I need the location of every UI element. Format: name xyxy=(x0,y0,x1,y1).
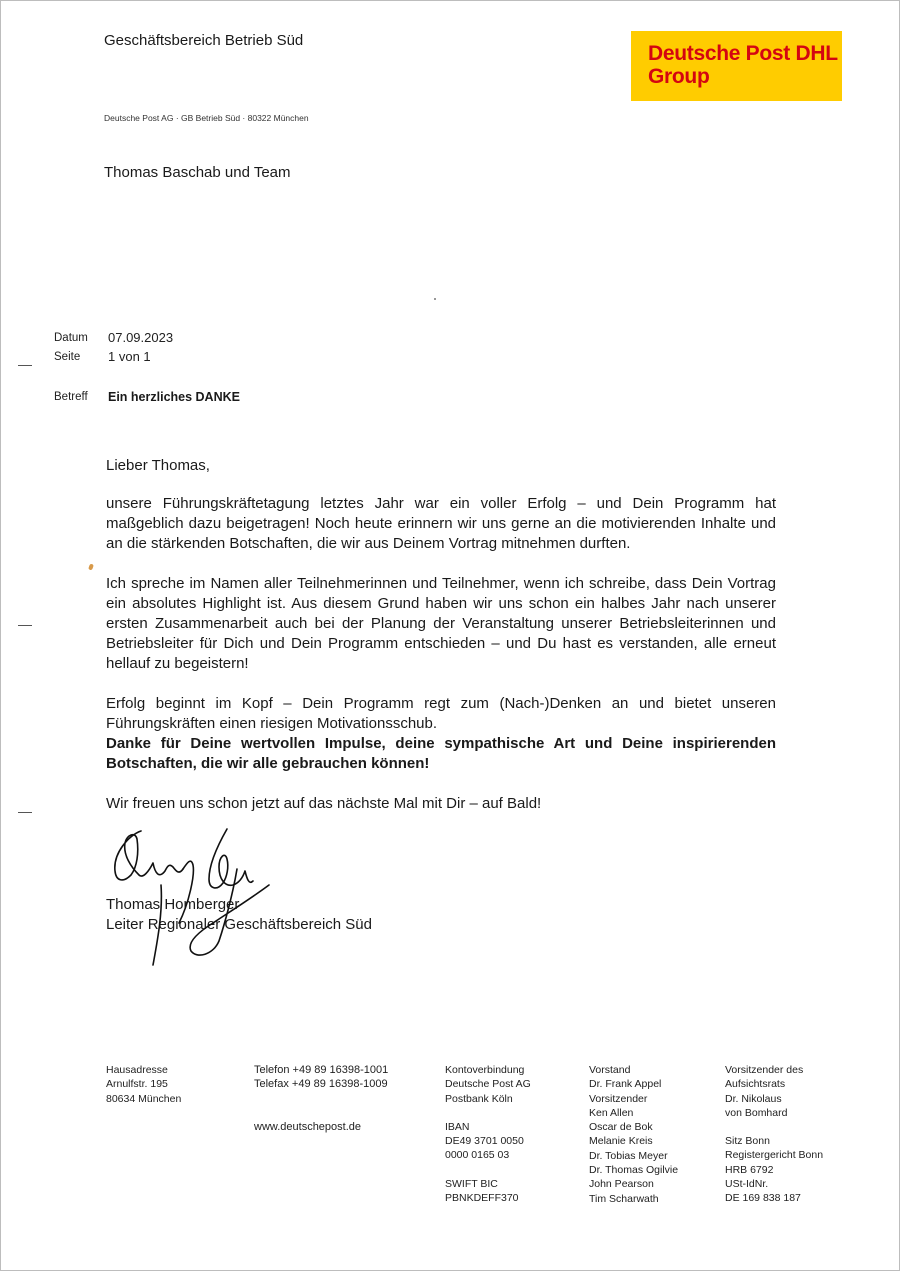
recipient: Thomas Baschab und Team xyxy=(104,164,291,181)
footer-address-street: Arnulfstr. 195 xyxy=(106,1078,168,1091)
footer-swift-value: PBNKDEFF370 xyxy=(445,1192,519,1205)
footer-board-item: John Pearson xyxy=(589,1178,654,1191)
date-label: Datum xyxy=(54,332,88,344)
company-logo xyxy=(631,31,842,101)
paragraph-3: Erfolg beginnt im Kopf – Dein Programm regt zum (Nach-)Denken an und bietet unseren Führungskräften einen riesigen Motivationsschub. xyxy=(106,695,776,732)
footer-contact xyxy=(254,1063,388,1134)
page-label: Seite xyxy=(54,351,81,363)
page-value: 1 von 1 xyxy=(108,349,151,364)
footer-iban-label: IBAN xyxy=(445,1120,470,1133)
footer-supervisory-item: Dr. Nikolaus xyxy=(725,1092,782,1105)
paragraph-1: unsere Führungskräftetagung letztes Jahr war ein voller Erfolg – und Dein Programm hat maßgeblich dazu beigetragen! Noch heute erinnern wir uns gerne an die motivierenden Inhalte und an die stärkenden Botschaften, die wir aus Deinem Vortrag mitnehmen durften. xyxy=(106,495,776,552)
footer-board-item: Dr. Frank Appel xyxy=(589,1078,662,1091)
signer-title: Leiter Regionaler Geschäftsbereich Süd xyxy=(106,916,372,933)
footer-board-item: Oscar de Bok xyxy=(589,1121,653,1134)
footer-registry-item: USt-IdNr. xyxy=(725,1178,769,1191)
footer-supervisory-item: von Bomhard xyxy=(725,1106,788,1119)
footer-bank-name: Postbank Köln xyxy=(445,1092,513,1105)
footer-supervisory-item: Vorsitzender des xyxy=(725,1064,804,1076)
sender-address-line: Deutsche Post AG · GB Betrieb Süd · 80322 München xyxy=(104,113,309,123)
ink-speck xyxy=(88,563,94,570)
footer-bank xyxy=(445,1063,531,1205)
logo-text xyxy=(648,42,838,88)
fold-mark xyxy=(18,812,32,813)
date-value: 07.09.2023 xyxy=(108,330,174,345)
logo-line-1: Deutsche Post DHL xyxy=(648,42,838,65)
subject-value: Ein herzliches DANKE xyxy=(108,390,240,404)
footer-registry-item: Registergericht Bonn xyxy=(725,1149,824,1162)
footer-website: www.deutschepost.de xyxy=(254,1120,362,1133)
footer-supervisory xyxy=(725,1063,823,1206)
footer-board-item: Dr. Thomas Ogilvie xyxy=(589,1164,679,1177)
footer-iban-line-2: 0000 0165 03 xyxy=(445,1149,510,1162)
footer-board-item: Tim Scharwath xyxy=(589,1192,659,1205)
footer-address-label: Hausadresse xyxy=(106,1064,168,1076)
logo-line-2: Group xyxy=(648,65,710,88)
signer-name: Thomas Homberger xyxy=(106,896,240,913)
footer-board-item: Vorsitzender xyxy=(589,1092,648,1105)
footer-bank-holder: Deutsche Post AG xyxy=(445,1078,531,1091)
print-dot xyxy=(434,298,436,300)
footer-bank-label: Kontoverbindung xyxy=(445,1064,525,1076)
footer-phone: Telefon +49 89 16398-1001 xyxy=(254,1064,389,1076)
footer-address xyxy=(106,1063,181,1106)
footer-board-item: Melanie Kreis xyxy=(589,1135,653,1148)
footer-registry-item: HRB 6792 xyxy=(725,1163,774,1176)
footer-iban-line-1: DE49 3701 0050 xyxy=(445,1135,524,1148)
punch-mark xyxy=(18,625,32,626)
closing-line: Wir freuen uns schon jetzt auf das nächste Mal mit Dir – auf Bald! xyxy=(106,795,542,812)
paragraph-2: Ich spreche im Namen aller Teilnehmerinnen und Teilnehmer, wenn ich schreibe, dass Dein Vortrag ein absolutes Highlight ist. Aus diesem Grund haben wir uns schon ein halbes Jahr nach unserer ersten Zusammenarbeit auch bei der Planung der Veranstaltung unserer Betriebsleiterinnen und Betriebsleiter für Dich und Dein Programm entschieden – und Du hast es verstanden, alle erneut hellauf zu begeistern! xyxy=(106,575,776,672)
department-header: Geschäftsbereich Betrieb Süd xyxy=(104,32,304,49)
footer-board-item: Ken Allen xyxy=(589,1106,634,1119)
footer-swift-label: SWIFT BIC xyxy=(445,1177,498,1190)
handwritten-signature xyxy=(101,823,281,973)
paragraph-3-bold: Danke für Deine wertvollen Impulse, deine sympathische Art und Deine inspirierenden Botschaften, die wir alle gebrauchen können! xyxy=(106,735,776,772)
footer-registry-item: Sitz Bonn xyxy=(725,1135,770,1148)
salutation: Lieber Thomas, xyxy=(106,457,210,474)
footer-address-city: 80634 München xyxy=(106,1092,182,1105)
footer-board xyxy=(589,1063,678,1206)
footer-supervisory-item: Aufsichtsrats xyxy=(725,1078,786,1091)
fold-mark xyxy=(18,365,32,366)
footer-registry-item: DE 169 838 187 xyxy=(725,1192,801,1205)
footer-board-item: Vorstand xyxy=(589,1064,631,1076)
footer-board-item: Dr. Tobias Meyer xyxy=(589,1149,668,1162)
subject-label: Betreff xyxy=(54,391,88,403)
footer-fax: Telefax +49 89 16398-1009 xyxy=(254,1078,388,1091)
